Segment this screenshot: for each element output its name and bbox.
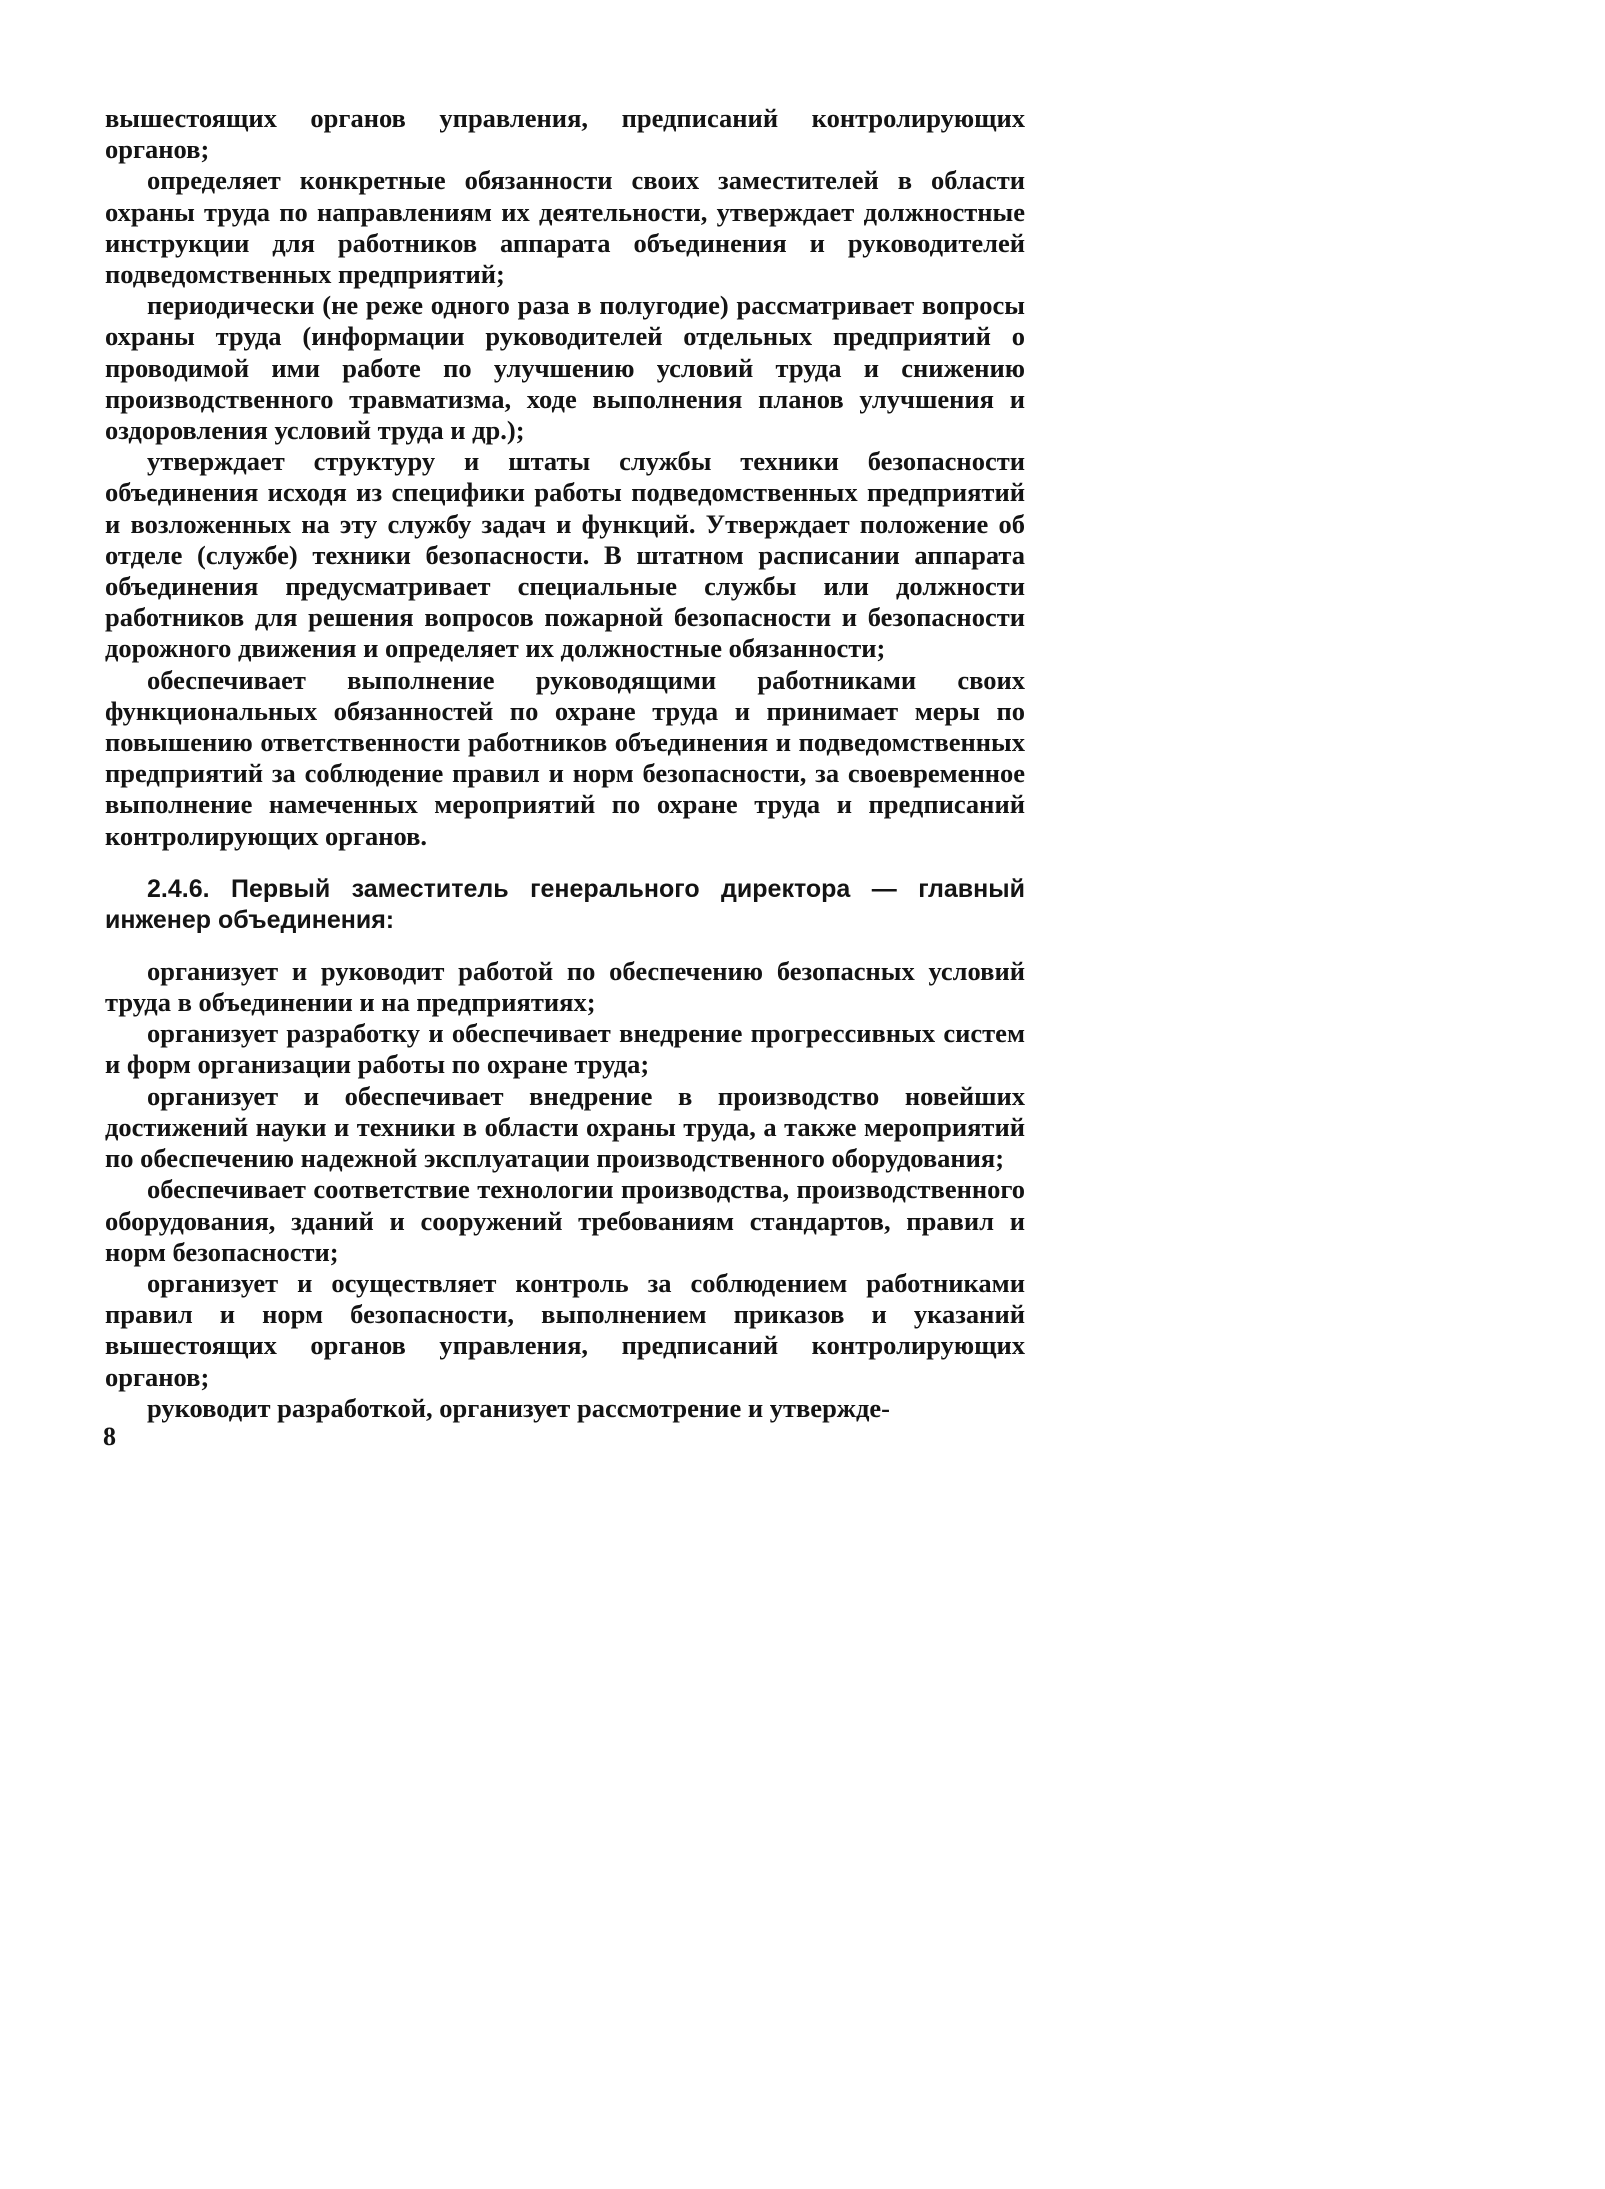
paragraph-control-compliance: организует и осуществляет контроль за соблюдением работниками правил и норм безопасности, выполнением приказов и указаний вышестоящих органов управления, предписаний контролирующих органов; <box>105 1267 1025 1392</box>
page-number: 8 <box>103 1422 116 1451</box>
paragraph-development-guidance: руководит разработкой, организует рассмотрение и утвержде- <box>147 1392 891 1423</box>
paragraph-organizes-safe-conditions: организует и руководит работой по обеспечению безопасных условий труда в объединении и на предприятиях; <box>105 955 1025 1018</box>
paragraph-progressive-systems: организует разработку и обеспечивает внедрение прогрессивных систем и форм организации работы по охране труда; <box>105 1018 1025 1080</box>
paragraph-deputies-duties: определяет конкретные обязанности своих заместителей в области охраны труда по направлениям их деятельности, утверждает должностные инструкции для работников аппарата объединения и руководителей подведомственных предприятий; <box>105 165 1025 290</box>
paragraph-safety-service-structure: утверждает структуру и штаты службы техники безопасности объединения исходя из специфики работы подведомственных предприятий и возложенных на эту службу задач и функций. Утверждает положение об отделе (службе) техники безопасности. В штатном расписании аппарата объединения предусматривает специальные службы или должности работников для решения вопросов пожарной безопасности и безопасности дорожного движения и определяет их должностные обязанности; <box>105 446 1025 664</box>
document-body <box>105 103 1025 1424</box>
paragraph-continued: вышестоящих органов управления, предписаний контролирующих органов; <box>105 103 1025 165</box>
paragraph-periodic-review: периодически (не реже одного раза в полугодие) рассматривает вопросы охраны труда (информации руководителей отдельных предприятий о проводимой ими работе по улучшению условий труда и снижению производственного травматизма, ходе выполнения планов улучшения и оздоровления условий труда и др.); <box>105 290 1025 446</box>
paragraph-managers-responsibility: обеспечивает выполнение руководящими работниками своих функциональных обязанностей по охране труда и принимает меры по повышению ответственности работников объединения и подведомственных предприятий за соблюдение правил и норм безопасности, за своевременное выполнение намеченных мероприятий по охране труда и предписаний контролирующих органов. <box>105 664 1025 851</box>
paragraph-technology-compliance: обеспечивает соответствие технологии производства, производственного оборудования, зданий и сооружений требованиям стандартов, правил и норм безопасности; <box>105 1174 1025 1267</box>
paragraph-science-achievements: организует и обеспечивает внедрение в производство новейших достижений науки и техники в области охраны труда, а также мероприятий по обеспечению надежной эксплуатации производственного оборудования; <box>105 1080 1025 1174</box>
section-heading: 2.4.6. Первый заместитель генерального директора — главный инженер объединения: <box>105 874 1025 934</box>
